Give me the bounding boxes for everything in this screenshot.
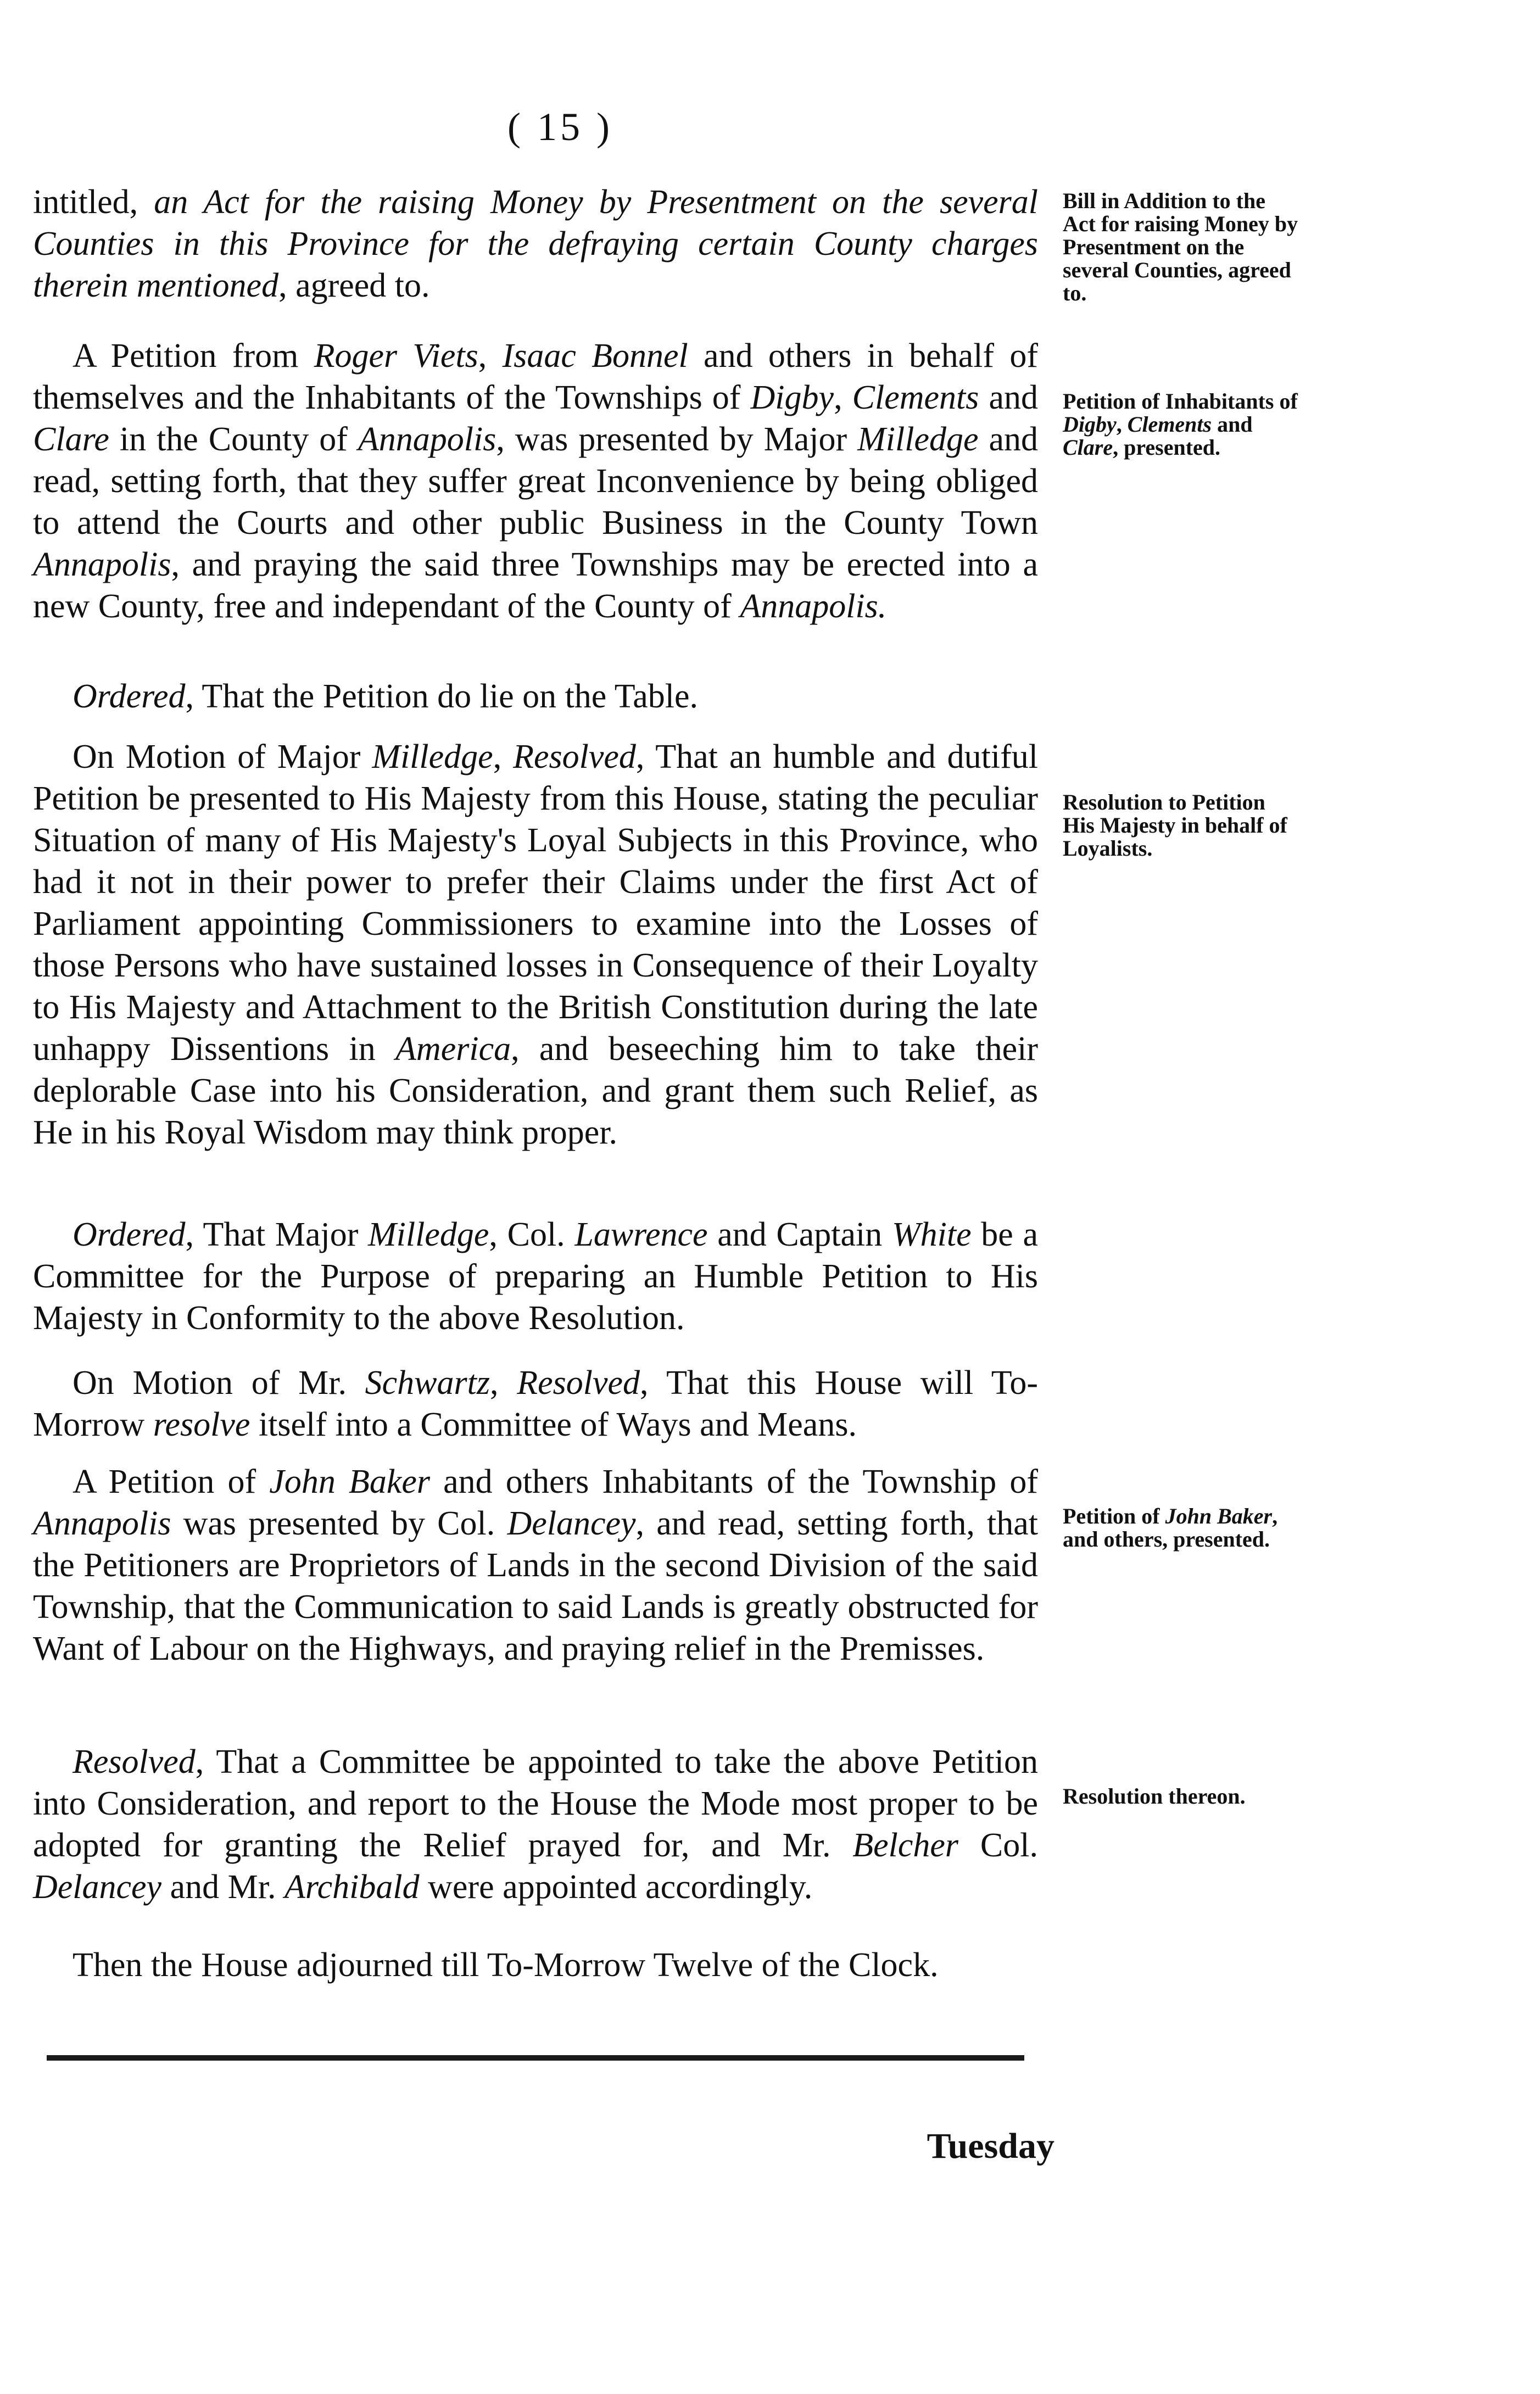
margin-note-petition-inhabitants: Petition of Inhabitants of Digby, Clements and Clare, presented. [1063, 389, 1298, 460]
paragraph-act-agreed: intitled, an Act for the raising Money by Presentment on the several Counties in this Province for the defraying certain County charges therein mentioned, agreed to. [33, 183, 1038, 304]
paragraph-ordered-table: Ordered, That the Petition do lie on the Table. [72, 678, 699, 715]
page-number: ( 15 ) [507, 105, 613, 149]
paragraph-petition-viets: A Petition from Roger Viets, Isaac Bonnel and others in behalf of themselves and the Inhabitants of the Townships of Digby, Clements and Clare in the County of Annapolis, was presented by Major Milledge and read, setting forth, that they suffer great Inconvenience by being obliged to attend the Courts and other public Business in the County Town Annapolis, and praying the said three Townships may be erected into a new County, free and independant of the County of Annapolis. [33, 337, 1038, 625]
horizontal-rule [47, 2055, 1024, 2061]
margin-note-petition-baker: Petition of John Baker, and others, presented. [1063, 1504, 1278, 1552]
paragraph-petition-baker: A Petition of John Baker and others Inhabitants of the Township of Annapolis was presented by Col. Delancey, and read, setting forth, that the Petitioners are Proprietors of Lands in the second Division of the said Township, that the Communication to said Lands is greatly obstructed for Want of Labour on the Highways, and praying relief in the Premisses. [33, 1463, 1039, 1667]
margin-note-bill-addition: Bill in Addition to the Act for raising Money by Presentment on the several Counties, agreed to. [1063, 188, 1298, 305]
margin-note-resolution-thereon: Resolution thereon. [1063, 1784, 1246, 1809]
paragraph-ways-and-means: On Motion of Mr. Schwartz, Resolved, That this House will To-Morrow resolve itself into a Committee of Ways and Means. [33, 1364, 1039, 1443]
paragraph-committee-petition: Ordered, That Major Milledge, Col. Lawrence and Captain White be a Committee for the Purpose of preparing an Humble Petition to His Majesty in Conformity to the above Resolution. [33, 1216, 1038, 1337]
paragraph-resolution-loyalists: On Motion of Major Milledge, Resolved, That an humble and dutiful Petition be presented to His Majesty from this House, stating the peculiar Situation of many of His Majesty's Loyal Subjects in this Province, who had it not in their power to prefer their Claims under the first Act of Parliament appointing Commissioners to examine into the Losses of those Persons who have sustained losses in Consequence of their Loyalty to His Majesty and Attachment to the British Constitution during the late unhappy Dissentions in America, and beseeching him to take their deplorable Case into his Consideration, and grant them such Relief, as He in his Royal Wisdom may think proper. [33, 738, 1038, 1151]
margin-note-resolution-loyalists: Resolution to Petition His Majesty in behalf of Loyalists. [1063, 790, 1287, 861]
catchword: Tuesday [927, 2126, 1054, 2166]
paragraph-resolution-committee: Resolved, That a Committee be appointed to take the above Petition into Consideration, and report to the House the Mode most proper to be adopted for granting the Relief prayed for, and Mr. Belcher Col. Delancey and Mr. Archibald were appointed accordingly. [33, 1743, 1038, 1906]
paragraph-adjourned: Then the House adjourned till To-Morrow Twelve of the Clock. [72, 1946, 939, 1984]
